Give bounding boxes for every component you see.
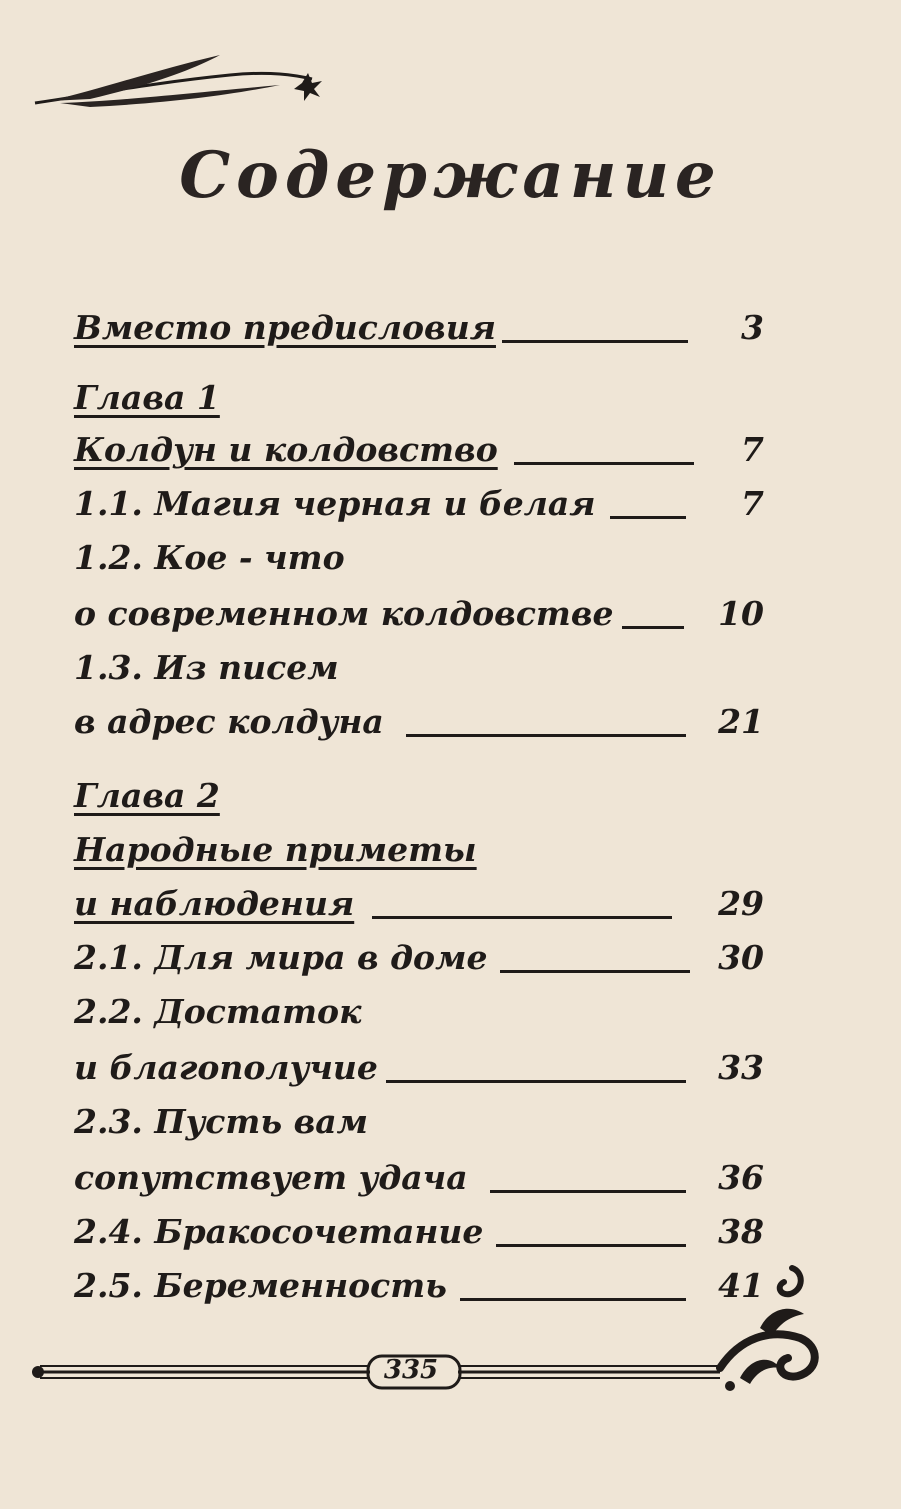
toc-entry-text: 1.1. Магия черная и белая: [74, 484, 596, 523]
toc-entry-chapter-2-cont: [74, 878, 764, 930]
toc-entry-text: и наблюдения: [74, 884, 355, 923]
toc-entry-text: в адрес колдуна: [74, 702, 384, 741]
toc-entry-1-3-cont: [74, 696, 764, 748]
toc-entry-page: 21: [718, 702, 764, 741]
toc-chapter-1-heading: [74, 372, 764, 424]
toc-entry-2-3-cont: [74, 1152, 764, 1204]
toc-leader-line: [460, 1298, 686, 1301]
toc-entry-page: 36: [718, 1158, 764, 1197]
page-title: Содержание: [179, 138, 722, 213]
toc-entry-1-2: [74, 532, 764, 584]
toc-entry-text: Глава 1: [74, 378, 220, 417]
toc-leader-line: [372, 916, 672, 919]
toc-entry-text: Вместо предисловия: [74, 308, 496, 347]
toc-entry-2-2: [74, 986, 764, 1038]
toc-entry-text: 2.1. Для мира в доме: [74, 938, 488, 977]
toc-leader-line: [502, 340, 688, 343]
toc-leader-line: [514, 462, 694, 465]
toc-entry-chapter-2: [74, 824, 764, 876]
toc-entry-page: 30: [718, 938, 764, 977]
toc-entry-2-5: [74, 1260, 764, 1312]
feather-ornament-icon: [30, 45, 330, 115]
toc-entry-2-4: [74, 1206, 764, 1258]
toc-leader-line: [500, 970, 690, 973]
toc-leader-line: [496, 1244, 686, 1247]
toc-entry-page: 41: [718, 1266, 764, 1305]
toc-entry-2-3: [74, 1096, 764, 1148]
toc-entry-text: Народные приметы: [74, 830, 477, 869]
toc-entry-1-2-cont: [74, 588, 764, 640]
toc-entry-text: Глава 2: [74, 776, 220, 815]
toc-entry-2-1: [74, 932, 764, 984]
toc-entry-text: Колдун и колдовство: [74, 430, 498, 469]
toc-entry-1-1: [74, 478, 764, 530]
toc-leader-line: [610, 516, 686, 519]
toc-entry-page: 10: [718, 594, 764, 633]
toc-entry-page: 7: [741, 484, 764, 523]
toc-entry-1-3: [74, 642, 764, 694]
floral-corner-ornament-icon: [700, 1258, 830, 1398]
toc-entry-chapter-1: [74, 424, 764, 476]
toc-entry-page: 38: [718, 1212, 764, 1251]
toc-leader-line: [490, 1190, 686, 1193]
toc-entry-preface: [74, 302, 764, 354]
toc-entry-text: 1.3. Из писем: [74, 648, 339, 687]
toc-entry-text: 2.3. Пусть вам: [74, 1102, 369, 1141]
toc-entry-text: о современном колдовстве: [74, 594, 614, 633]
toc-entry-page: 29: [718, 884, 764, 923]
toc-entry-text: 2.2. Достаток: [74, 992, 362, 1031]
toc-entry-page: 3: [741, 308, 764, 347]
toc-entry-2-2-cont: [74, 1042, 764, 1094]
toc-entry-text: 1.2. Кое - что: [74, 538, 345, 577]
toc-entry-page: 33: [718, 1048, 764, 1087]
toc-leader-line: [622, 626, 684, 629]
toc-entry-text: сопутствует удача: [74, 1158, 468, 1197]
toc-entry-page: 7: [741, 430, 764, 469]
toc-chapter-2-heading: [74, 770, 764, 822]
toc-leader-line: [406, 734, 686, 737]
toc-entry-text: 2.5. Беременность: [74, 1266, 447, 1305]
toc-entry-text: 2.4. Бракосочетание: [74, 1212, 484, 1251]
toc-entry-text: и благополучие: [74, 1048, 378, 1087]
toc-leader-line: [386, 1080, 686, 1083]
page-number: 335: [383, 1355, 439, 1385]
